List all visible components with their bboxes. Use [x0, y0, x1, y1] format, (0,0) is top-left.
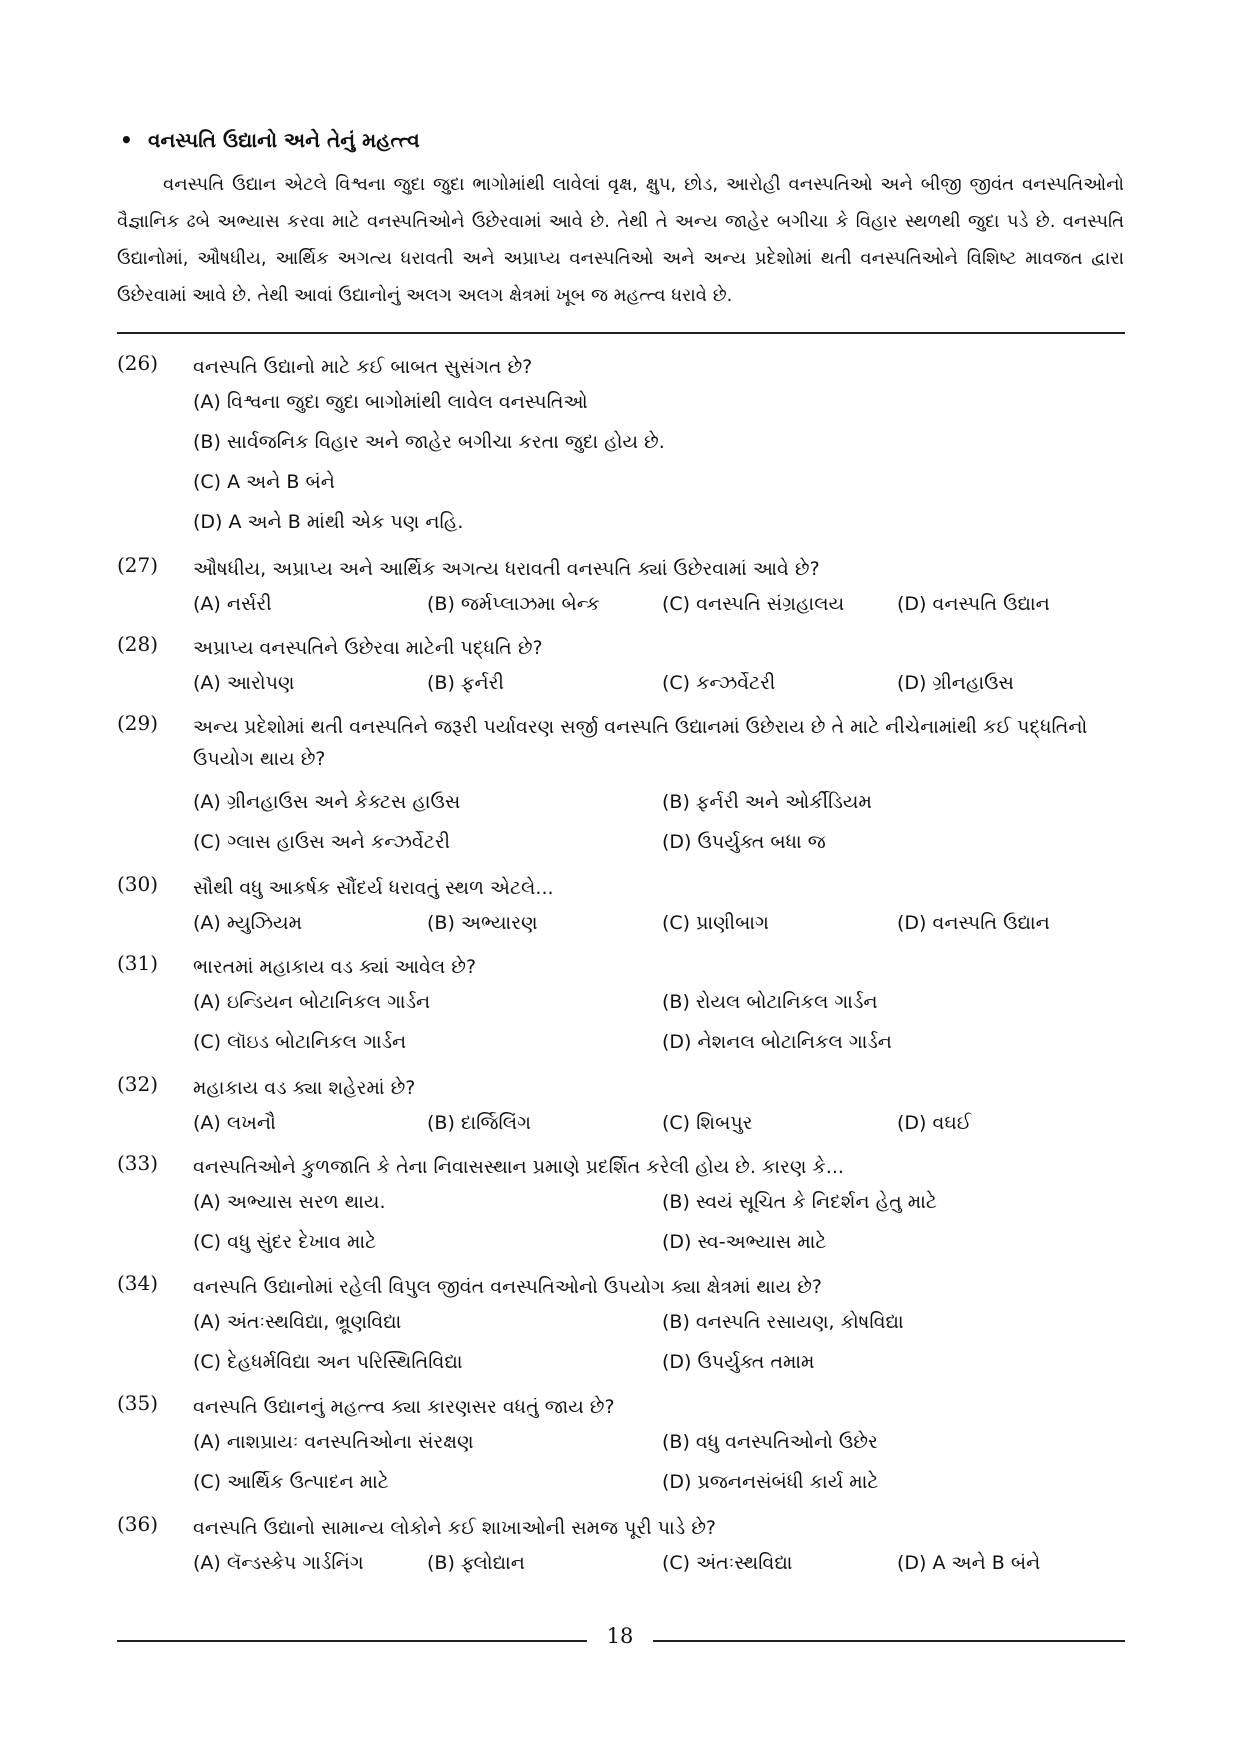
option-d: (D) વનસ્પતિ ઉદ્યાન	[897, 912, 1050, 934]
option-c: (C) વધુ સુંદર દેખાવ માટે	[193, 1231, 377, 1253]
option-a: (A) અંતઃસ્થવિદ્યા, ભ્રૂણવિદ્યા	[193, 1311, 402, 1333]
option-d: (D) ઉપર્યુક્ત તમામ	[662, 1351, 815, 1373]
option-b: (B) વનસ્પતિ રસાયણ, કોષવિદ્યા	[662, 1311, 904, 1333]
option-b: (B) ફ્લોદ્યાન	[427, 1552, 525, 1574]
question-number: (26)	[117, 351, 159, 375]
question-number: (36)	[117, 1512, 159, 1536]
question-text: અન્ય પ્રદેશોમાં થતી વનસ્પતિને જરૂરી પર્યાવરણ સર્જી વનસ્પતિ ઉદ્યાનમાં ઉછેરાય છે તે માટે નીચેનામાંથી કઈ પદ્ધતિનો ઉપયોગ થાય છે?	[193, 716, 1088, 770]
question-text: ભારતમાં મહાકાય વડ ક્યાં આવેલ છે?	[193, 956, 477, 978]
option-a: (A) ગ્રીનહાઉસ અને કેક્ટસ હાઉસ	[193, 791, 461, 813]
section-heading	[120, 128, 420, 152]
option-c: (C) કન્ઝર્વેટરી	[662, 672, 776, 694]
option-b: (B) દાર્જિલિંગ	[427, 1112, 531, 1134]
option-a: (A) ઇન્ડિયન બોટાનિકલ ગાર્ડન	[193, 991, 431, 1013]
option-a: (A) નર્સરી	[193, 593, 272, 615]
option-d: (D) A અને B બંને	[897, 1552, 1041, 1574]
footer-rule-right	[653, 1640, 1125, 1642]
option-d: (D) નેશનલ બોટાનિકલ ગાર્ડન	[662, 1031, 892, 1053]
question-number: (32)	[117, 1072, 159, 1096]
option-b: (B) ફર્નરી	[427, 672, 504, 694]
question-number: (35)	[117, 1391, 159, 1415]
question-text: વનસ્પતિ ઉદ્યાનો માટે કઈ બાબત સુસંગત છે?	[193, 356, 533, 378]
bullet-icon: •	[120, 128, 133, 152]
question-number: (27)	[117, 553, 159, 577]
option-d: (D) ગ્રીનહાઉસ	[897, 672, 1014, 694]
option-b: (B) જર્મપ્લાઝમા બેન્ક	[427, 593, 600, 615]
option-d: (D) વઘઈ	[897, 1112, 972, 1134]
question-text: વનસ્પતિ ઉદ્યાનોમાં રહેલી વિપુલ જીવંત વનસ્પતિઓનો ઉપયોગ ક્યા ક્ષેત્રમાં થાય છે?	[193, 1276, 822, 1298]
option-d: (D) A અને B માંથી એક પણ નહિ.	[193, 511, 464, 533]
option-b: (B) સાર્વજનિક વિહાર અને જાહેર બગીચા કરતા જુદા હોય છે.	[193, 431, 665, 453]
option-b: (B) સ્વયં સૂચિત કે નિદર્શન હેતુ માટે	[662, 1191, 937, 1213]
option-d: (D) વનસ્પતિ ઉદ્યાન	[897, 593, 1050, 615]
question-text: ઔષધીય, અપ્રાપ્ય અને આર્થિક અગત્ય ધરાવતી વનસ્પતિ ક્યાં ઉછેરવામાં આવે છે?	[193, 558, 820, 580]
question-number: (33)	[117, 1151, 159, 1175]
option-b: (B) અભ્યારણ	[427, 912, 538, 934]
option-c: (C) લૉઇડ બોટાનિકલ ગાર્ડન	[193, 1031, 407, 1053]
option-c: (C) ગ્લાસ હાઉસ અને કન્ઝર્વેટરી	[193, 831, 451, 853]
option-a: (A) અભ્યાસ સરળ થાય.	[193, 1191, 386, 1213]
option-a: (A) આરોપણ	[193, 672, 295, 694]
option-b: (B) ફર્નરી અને ઓર્કીડિયમ	[662, 791, 872, 813]
question-number: (28)	[117, 632, 159, 656]
option-a: (A) લખનૌ	[193, 1112, 276, 1134]
option-d: (D) ઉપર્યુક્ત બધા જ	[662, 831, 826, 853]
option-a: (A) મ્યુઝિયમ	[193, 912, 302, 934]
question-text: વનસ્પતિ ઉદ્યાનો સામાન્ય લોકોને કઈ શાખાઓની સમજ પૂરી પાડે છે?	[193, 1517, 716, 1539]
question-number: (31)	[117, 951, 159, 975]
question-number: (29)	[117, 711, 159, 735]
question-text: વનસ્પતિઓને કુળજાતિ કે તેના નિવાસસ્થાન પ્રમાણે પ્રદર્શિત કરેલી હોય છે. કારણ કે...	[193, 1156, 844, 1178]
question-number: (30)	[117, 872, 159, 896]
section-divider	[117, 332, 1125, 334]
page-number: 18	[606, 1624, 634, 1648]
option-a: (A) નાશપ્રાયઃ વનસ્પતિઓના સંરક્ષણ	[193, 1431, 474, 1453]
option-c: (C) શિબપુર	[662, 1112, 753, 1134]
option-c: (C) અંતઃસ્થવિદ્યા	[662, 1552, 793, 1574]
option-a: (A) વિશ્વના જુદા જુદા બાગોમાંથી લાવેલ વનસ્પતિઓ	[193, 391, 588, 413]
option-d: (D) સ્વ-અભ્યાસ માટે	[662, 1231, 827, 1253]
option-b: (B) વધુ વનસ્પતિઓનો ઉછેર	[662, 1431, 878, 1453]
intro-paragraph: વનસ્પતિ ઉદ્યાન એટલે વિશ્વના જુદા જુદા ભાગોમાંથી લાવેલાં વૃક્ષ, ક્ષુપ, છોડ, આરોહી વનસ્પતિઓ અને બીજી જીવંત વનસ્પતિઓનો વૈજ્ઞાનિક ઢબે અભ્યાસ કરવા માટે વનસ્પતિઓને ઉછેરવામાં આવે છે. તેથી તે અન્ય જાહેર બગીચા કે વિહાર સ્થળથી જુદા પડે છે. વનસ્પતિ ઉદ્યાનોમાં, ઔષધીય, આર્થિક અગત્ય ધરાવતી અને અપ્રાપ્ય વનસ્પતિઓ અને અન્ય પ્રદેશોમાં થતી વનસ્પતિઓને વિશિષ્ટ માવજત દ્વારા ઉછેરવામાં આવે છે. તેથી આવાં ઉદ્યાનોનું અલગ અલગ ક્ષેત્રમાં ખૂબ જ મહત્ત્વ ધરાવે છે.	[117, 174, 1124, 306]
question-text: મહાકાય વડ ક્યા શહેરમાં છે?	[193, 1077, 416, 1099]
question-number: (34)	[117, 1271, 159, 1295]
option-c: (C) પ્રાણીબાગ	[662, 912, 769, 934]
option-a: (A) લૅન્ડસ્કેપ ગાર્ડનિંગ	[193, 1552, 364, 1574]
option-b: (B) રોયલ બોટાનિકલ ગાર્ડન	[662, 991, 878, 1013]
option-d: (D) પ્રજનનસંબંધી કાર્ય માટે	[662, 1471, 879, 1493]
question-text: સૌથી વધુ આકર્ષક સૌંદર્ય ધરાવતું સ્થળ એટલે...	[193, 877, 554, 899]
option-c: (C) આર્થિક ઉત્પાદન માટે	[193, 1471, 389, 1493]
footer-rule-left	[117, 1640, 587, 1642]
section-title-text: વનસ્પતિ ઉદ્યાનો અને તેનું મહત્ત્વ	[148, 128, 420, 152]
option-c: (C) A અને B બંને	[193, 471, 335, 493]
question-text: અપ્રાપ્ય વનસ્પતિને ઉછેરવા માટેની પદ્ધતિ છે?	[193, 637, 543, 659]
option-c: (C) વનસ્પતિ સંગ્રહાલય	[662, 593, 845, 615]
option-c: (C) દેહધર્મવિદ્યા અન પરિસ્થિતિવિદ્યા	[193, 1351, 463, 1373]
question-text: વનસ્પતિ ઉદ્યાનનું મહત્ત્વ ક્યા કારણસર વધતું જાય છે?	[193, 1396, 615, 1418]
